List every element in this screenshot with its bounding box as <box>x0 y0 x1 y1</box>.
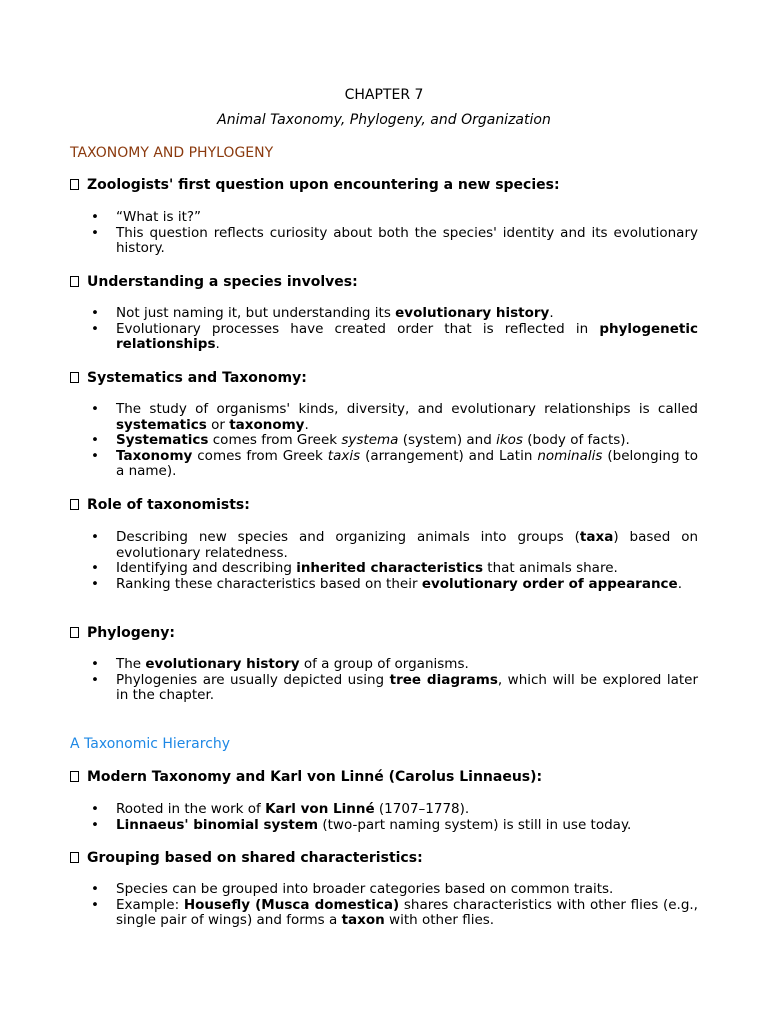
list-item-text: systematics <box>116 416 207 433</box>
list-item-text: comes from Greek <box>208 432 342 449</box>
bullet-list <box>70 210 698 257</box>
list-item <box>70 402 698 433</box>
list-item-text: phylogenetic relationships <box>116 320 698 353</box>
bullet-dot-icon: • <box>91 224 99 241</box>
list-item-text: shares characteristics with other flies (e.g., single pair of wings) and forms a <box>116 896 698 929</box>
list-item <box>70 802 698 818</box>
list-item-text: or <box>206 416 230 433</box>
list-item-text: Linnaeus' binomial system <box>116 816 319 833</box>
list-item-text: Taxonomy <box>116 447 193 464</box>
bullet-dot-icon: • <box>91 320 99 337</box>
chapter-title: CHAPTER 7 <box>344 87 424 103</box>
group-heading <box>70 625 710 641</box>
missing-glyph-icon <box>70 372 79 383</box>
list-item-text: Species can be grouped into broader categories based on common traits. <box>116 881 614 897</box>
missing-glyph-icon <box>70 179 79 190</box>
bullet-list <box>70 402 698 480</box>
group-heading-text: Modern Taxonomy and Karl von Linné (Carolus Linnaeus): <box>87 769 543 785</box>
bullet-list <box>70 882 698 929</box>
list-item-text: tree diagrams <box>389 671 498 688</box>
bullet-dot-icon: • <box>91 801 99 817</box>
list-item-text: inherited characteristics <box>296 560 483 577</box>
list-item-text: evolutionary history <box>395 305 550 321</box>
list-item-text: The study of organisms' kinds, diversity, and evolutionary relationships is called <box>116 401 698 417</box>
list-item-text: Housefly (Musca domestica) <box>183 896 400 913</box>
bullet-list <box>70 802 698 833</box>
list-item-text: (1707–1778). <box>374 801 470 817</box>
group-heading-text: Grouping based on shared characteristics: <box>87 850 423 866</box>
list-item <box>70 673 698 704</box>
list-item <box>70 818 698 834</box>
list-item <box>70 882 698 898</box>
group-heading-text: Understanding a species involves: <box>87 274 358 290</box>
bullet-dot-icon: • <box>91 447 99 464</box>
list-item-text: evolutionary order of appearance <box>421 575 678 592</box>
group-heading <box>70 274 710 290</box>
group-heading-text: Zoologists' first question upon encountering a new species: <box>87 177 560 193</box>
list-item-text: Phylogenies are usually depicted using <box>116 671 390 688</box>
list-item-text: (belonging to a name). <box>116 447 699 480</box>
list-item-text: (body of facts). <box>522 432 630 449</box>
section-heading-taxonomy-phylogeny: TAXONOMY AND PHYLOGENY <box>70 145 274 161</box>
bullet-dot-icon: • <box>91 816 99 833</box>
bullet-list <box>70 306 698 353</box>
list-item-text: Describing new species and organizing animals into groups ( <box>116 529 580 545</box>
list-item-text: Ranking these characteristics based on their <box>116 575 422 592</box>
list-item <box>70 322 698 353</box>
list-item-text: (two-part naming system) is still in use today. <box>318 816 632 833</box>
list-item-text: that animals share. <box>483 560 618 577</box>
list-item-text: ikos <box>496 432 523 449</box>
bullet-list <box>70 657 698 704</box>
list-item-text: nominalis <box>537 447 603 464</box>
list-item-text: Karl von Linné <box>265 801 375 817</box>
list-item-text: (arrangement) and Latin <box>360 447 538 464</box>
list-item-text: taxis <box>327 447 361 464</box>
list-item-text: “What is it?” <box>116 209 202 225</box>
list-item-text: . <box>215 336 220 353</box>
group-heading-text: Systematics and Taxonomy: <box>87 370 307 386</box>
list-item <box>70 433 698 449</box>
list-item-text: Identifying and describing <box>116 560 297 577</box>
list-item-text: Not just naming it, but understanding its <box>116 305 396 321</box>
list-item-text: taxonomy <box>229 416 305 433</box>
list-item <box>70 561 698 577</box>
bullet-dot-icon: • <box>91 881 99 897</box>
missing-glyph-icon <box>70 276 79 287</box>
list-item <box>70 210 698 226</box>
list-item-text: Rooted in the work of <box>116 801 266 817</box>
group-heading <box>70 497 710 513</box>
list-item <box>70 449 698 480</box>
list-item-text: comes from Greek <box>192 447 328 464</box>
group-heading-text: Role of taxonomists: <box>87 497 250 513</box>
list-item-text: evolutionary history <box>145 656 300 672</box>
list-item-text: Systematics <box>116 432 209 449</box>
list-item-text: of a group of organisms. <box>299 656 469 672</box>
chapter-subtitle: Animal Taxonomy, Phylogeny, and Organization <box>217 112 551 128</box>
bullet-dot-icon: • <box>91 671 99 688</box>
list-item-text: The <box>116 656 146 672</box>
list-item <box>70 530 698 561</box>
list-item <box>70 898 698 929</box>
list-item-text: . <box>677 575 683 592</box>
group-heading <box>70 769 710 785</box>
group-heading <box>70 370 710 386</box>
list-item <box>70 306 698 322</box>
list-item-text: systema <box>341 432 399 449</box>
list-item <box>70 226 698 257</box>
bullet-dot-icon: • <box>91 656 99 672</box>
missing-glyph-icon <box>70 771 79 782</box>
bullet-dot-icon: • <box>91 209 99 225</box>
list-item-text: with other flies. <box>384 912 495 929</box>
bullet-dot-icon: • <box>91 575 99 592</box>
bullet-dot-icon: • <box>91 401 99 417</box>
group-heading-text: Phylogeny: <box>87 625 175 641</box>
section-heading-taxonomic-hierarchy: A Taxonomic Hierarchy <box>70 736 231 752</box>
missing-glyph-icon <box>70 627 79 638</box>
list-item <box>70 577 698 593</box>
bullet-dot-icon: • <box>91 432 99 449</box>
list-item-text: This question reflects curiosity about both the species' identity and its evolutionary history. <box>116 224 698 257</box>
group-heading <box>70 177 710 193</box>
list-item-text: . <box>304 416 309 433</box>
missing-glyph-icon <box>70 499 79 510</box>
bullet-dot-icon: • <box>91 529 99 545</box>
group-heading <box>70 850 710 866</box>
bullet-dot-icon: • <box>91 305 99 321</box>
list-item-text: . <box>549 305 554 321</box>
list-item-text: Evolutionary processes have created order that is reflected in <box>116 320 600 337</box>
list-item-text: Example: <box>116 896 184 913</box>
list-item-text: taxa <box>579 529 614 545</box>
list-item-text: (system) and <box>398 432 497 449</box>
bullet-list <box>70 530 698 592</box>
bullet-dot-icon: • <box>91 896 99 913</box>
list-item-text: , which will be explored later in the chapter. <box>116 671 699 704</box>
list-item-text: ) based on evolutionary relatedness. <box>116 529 699 561</box>
list-item <box>70 657 698 673</box>
bullet-dot-icon: • <box>91 560 99 577</box>
list-item-text: taxon <box>341 912 385 929</box>
missing-glyph-icon <box>70 852 79 863</box>
